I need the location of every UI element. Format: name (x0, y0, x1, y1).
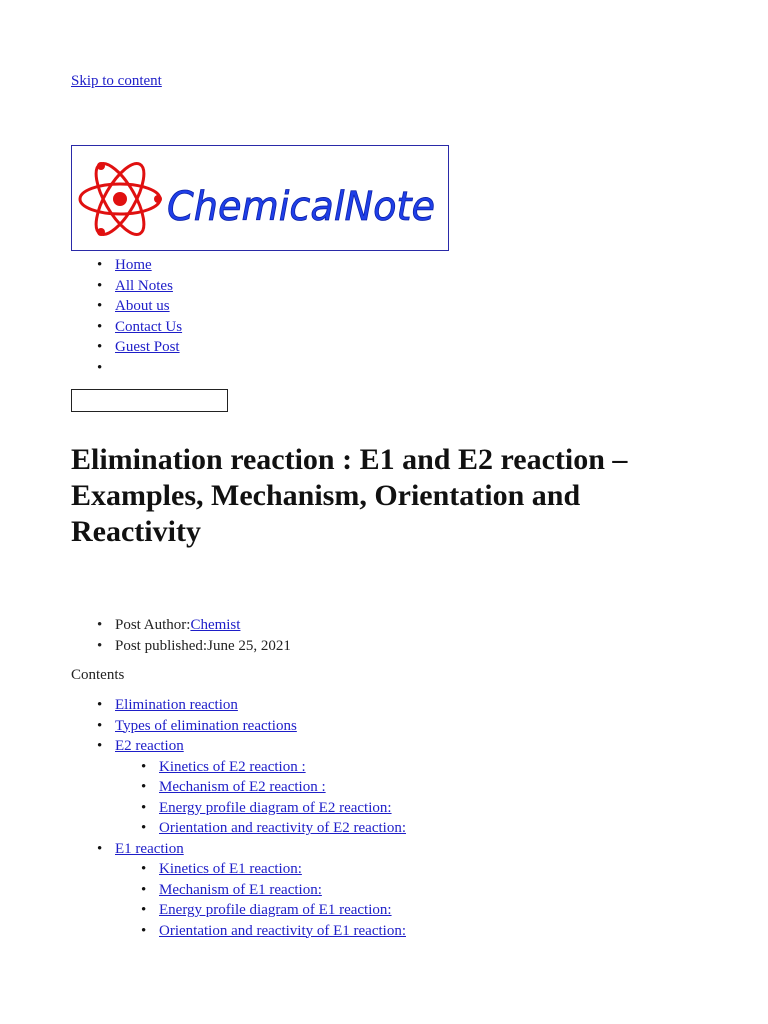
nav-link-guest-post[interactable]: Guest Post (115, 339, 180, 356)
nav-link-contact-us[interactable]: Contact Us (115, 318, 183, 335)
logo-graphic (72, 146, 449, 251)
post-author-link[interactable]: Chemist (190, 617, 241, 633)
toc-link-types-of-elimination[interactable]: Types of elimination reactions (115, 717, 297, 734)
logo-text: ChemicalNote (167, 184, 435, 230)
post-published-date: June 25, 2021 (207, 637, 291, 654)
post-author-label: Post Author: (115, 617, 191, 633)
toc-link-e1-mechanism[interactable]: Mechanism of E1 reaction: (159, 881, 322, 898)
toc-item (71, 716, 406, 737)
site-logo[interactable] (71, 145, 449, 251)
toc-link-e1-orientation[interactable]: Orientation and reactivity of E1 reaction: (159, 922, 406, 939)
bullet: • (97, 298, 103, 315)
nav-item-empty (71, 358, 182, 379)
bullet: • (97, 738, 103, 754)
toc-link-e2-orientation[interactable]: Orientation and reactivity of E2 reaction: (159, 820, 406, 836)
nav-link-about-us[interactable]: About us (115, 298, 170, 315)
bullet: • (97, 840, 103, 857)
atom-icon (80, 157, 162, 241)
toc-item (71, 736, 406, 757)
toc-item (71, 839, 406, 860)
toc-subitem (71, 777, 406, 798)
toc-heading: Contents (71, 667, 125, 683)
bullet: • (141, 758, 147, 775)
post-published (71, 636, 291, 657)
toc-subitem (71, 880, 406, 901)
nav-item-guest-post (71, 337, 182, 358)
bullet: • (97, 339, 103, 356)
search-input[interactable] (71, 389, 228, 412)
toc-subitem (71, 859, 406, 880)
bullet: • (141, 799, 147, 816)
toc-link-elimination-reaction[interactable]: Elimination reaction (115, 697, 238, 713)
bullet: • (97, 318, 103, 335)
bullet: • (97, 637, 103, 654)
toc-subitem (71, 818, 406, 839)
toc-link-e2-reaction[interactable]: E2 reaction (115, 738, 184, 754)
bullet: • (97, 257, 103, 273)
toc-item (71, 695, 406, 716)
toc-link-e2-mechanism[interactable]: Mechanism of E2 reaction : (159, 779, 326, 795)
bullet: • (141, 779, 147, 795)
toc-link-e2-kinetics[interactable]: Kinetics of E2 reaction : (159, 758, 306, 775)
main-navigation (71, 255, 182, 379)
bullet: • (141, 861, 147, 877)
bullet: • (97, 697, 103, 713)
nav-item-contact-us (71, 317, 182, 338)
bullet: • (141, 881, 147, 898)
bullet: • (97, 617, 103, 633)
skip-to-content-link[interactable]: Skip to content (71, 73, 162, 89)
toc-link-e1-kinetics[interactable]: Kinetics of E1 reaction: (159, 861, 302, 877)
bullet: • (141, 902, 147, 918)
page-title: Elimination reaction : E1 and E2 reaction – Examples, Mechanism, Orientation and Reactivity (71, 443, 628, 548)
toc-subitem (71, 900, 406, 921)
bullet: • (97, 359, 103, 376)
post-meta (71, 615, 291, 656)
toc-subitem (71, 798, 406, 819)
post-author (71, 615, 291, 636)
toc-link-e2-energy-profile[interactable]: Energy profile diagram of E2 reaction: (159, 799, 392, 816)
toc-subitem (71, 921, 406, 942)
table-of-contents (71, 695, 406, 941)
toc-link-e1-energy-profile[interactable]: Energy profile diagram of E1 reaction: (159, 902, 392, 918)
nav-item-all-notes (71, 276, 182, 297)
nav-item-home (71, 255, 182, 276)
toc-subitem (71, 757, 406, 778)
post-published-label: Post published: (115, 637, 208, 654)
bullet: • (141, 922, 147, 939)
bullet: • (141, 820, 147, 836)
toc-link-e1-reaction[interactable]: E1 reaction (115, 840, 184, 857)
bullet: • (97, 717, 103, 734)
nav-item-about-us (71, 296, 182, 317)
bullet: • (97, 277, 103, 294)
nav-link-all-notes[interactable]: All Notes (115, 277, 173, 294)
nav-link-home[interactable]: Home (115, 257, 152, 273)
